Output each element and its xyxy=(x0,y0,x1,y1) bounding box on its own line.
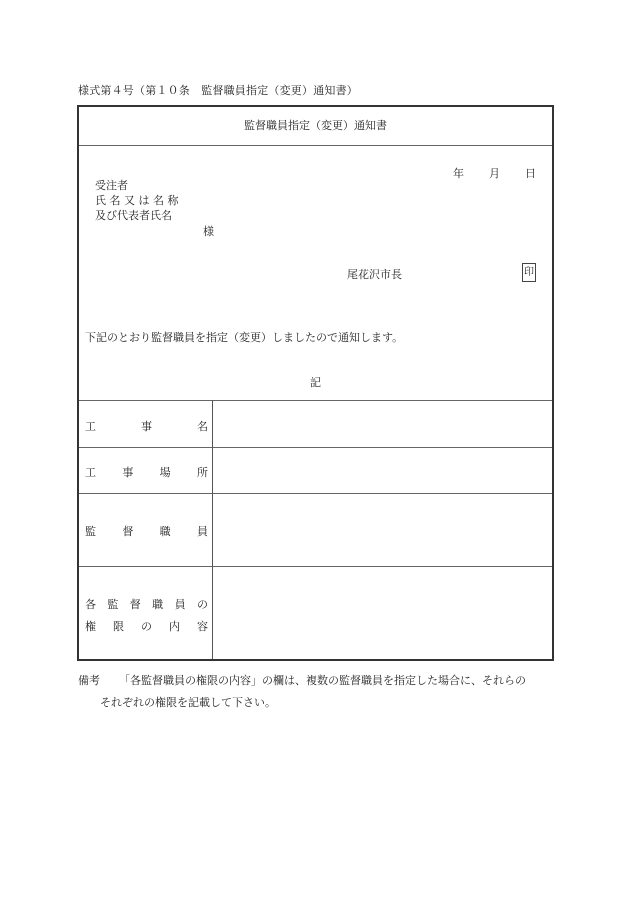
remarks-label: 備考 xyxy=(78,674,100,687)
label-authority-line1: 各 監 督 職 員 の xyxy=(85,598,208,611)
column-divider xyxy=(212,400,213,659)
recipient-label: 受注者 xyxy=(95,179,128,192)
label-construction-site: 工 事 場 所 xyxy=(85,466,208,479)
supervisor-field[interactable] xyxy=(214,494,550,566)
remarks-line2: それぞれの権限を記載して下さい。 xyxy=(100,696,276,709)
notice-body-text: 下記のとおり監督職員を指定（変更）しましたので通知します。 xyxy=(85,331,404,344)
authority-field[interactable] xyxy=(214,567,550,659)
construction-name-field[interactable] xyxy=(214,401,550,447)
recipient-name-label: 氏 名 又 は 名 称 xyxy=(95,194,179,207)
form-caption: 様式第４号（第１０条 監督職員指定（変更）通知書） xyxy=(78,84,358,97)
remarks-line1: 「各監督職員の権限の内容」の欄は、複数の監督職員を指定した場合に、それらの xyxy=(119,674,526,687)
ki-label: 記 xyxy=(310,376,321,389)
honorific-sama: 様 xyxy=(203,225,214,238)
date-day-label: 日 xyxy=(525,167,536,180)
label-supervisor: 監 督 職 員 xyxy=(85,525,208,538)
label-construction-name: 工 事 名 xyxy=(85,420,208,433)
issuer-name: 尾花沢市長 xyxy=(347,268,402,281)
form-title: 監督職員指定（変更）通知書 xyxy=(79,107,552,146)
remarks xyxy=(78,670,558,714)
notice-form xyxy=(77,105,554,661)
seal-mark: 印 xyxy=(522,263,536,282)
construction-site-field[interactable] xyxy=(214,448,550,493)
date-year-label: 年 xyxy=(453,167,464,180)
label-authority-line2: 権 限 の 内 容 xyxy=(85,620,208,633)
recipient-rep-label: 及び代表者氏名 xyxy=(95,209,172,222)
date-month-label: 月 xyxy=(489,167,500,180)
